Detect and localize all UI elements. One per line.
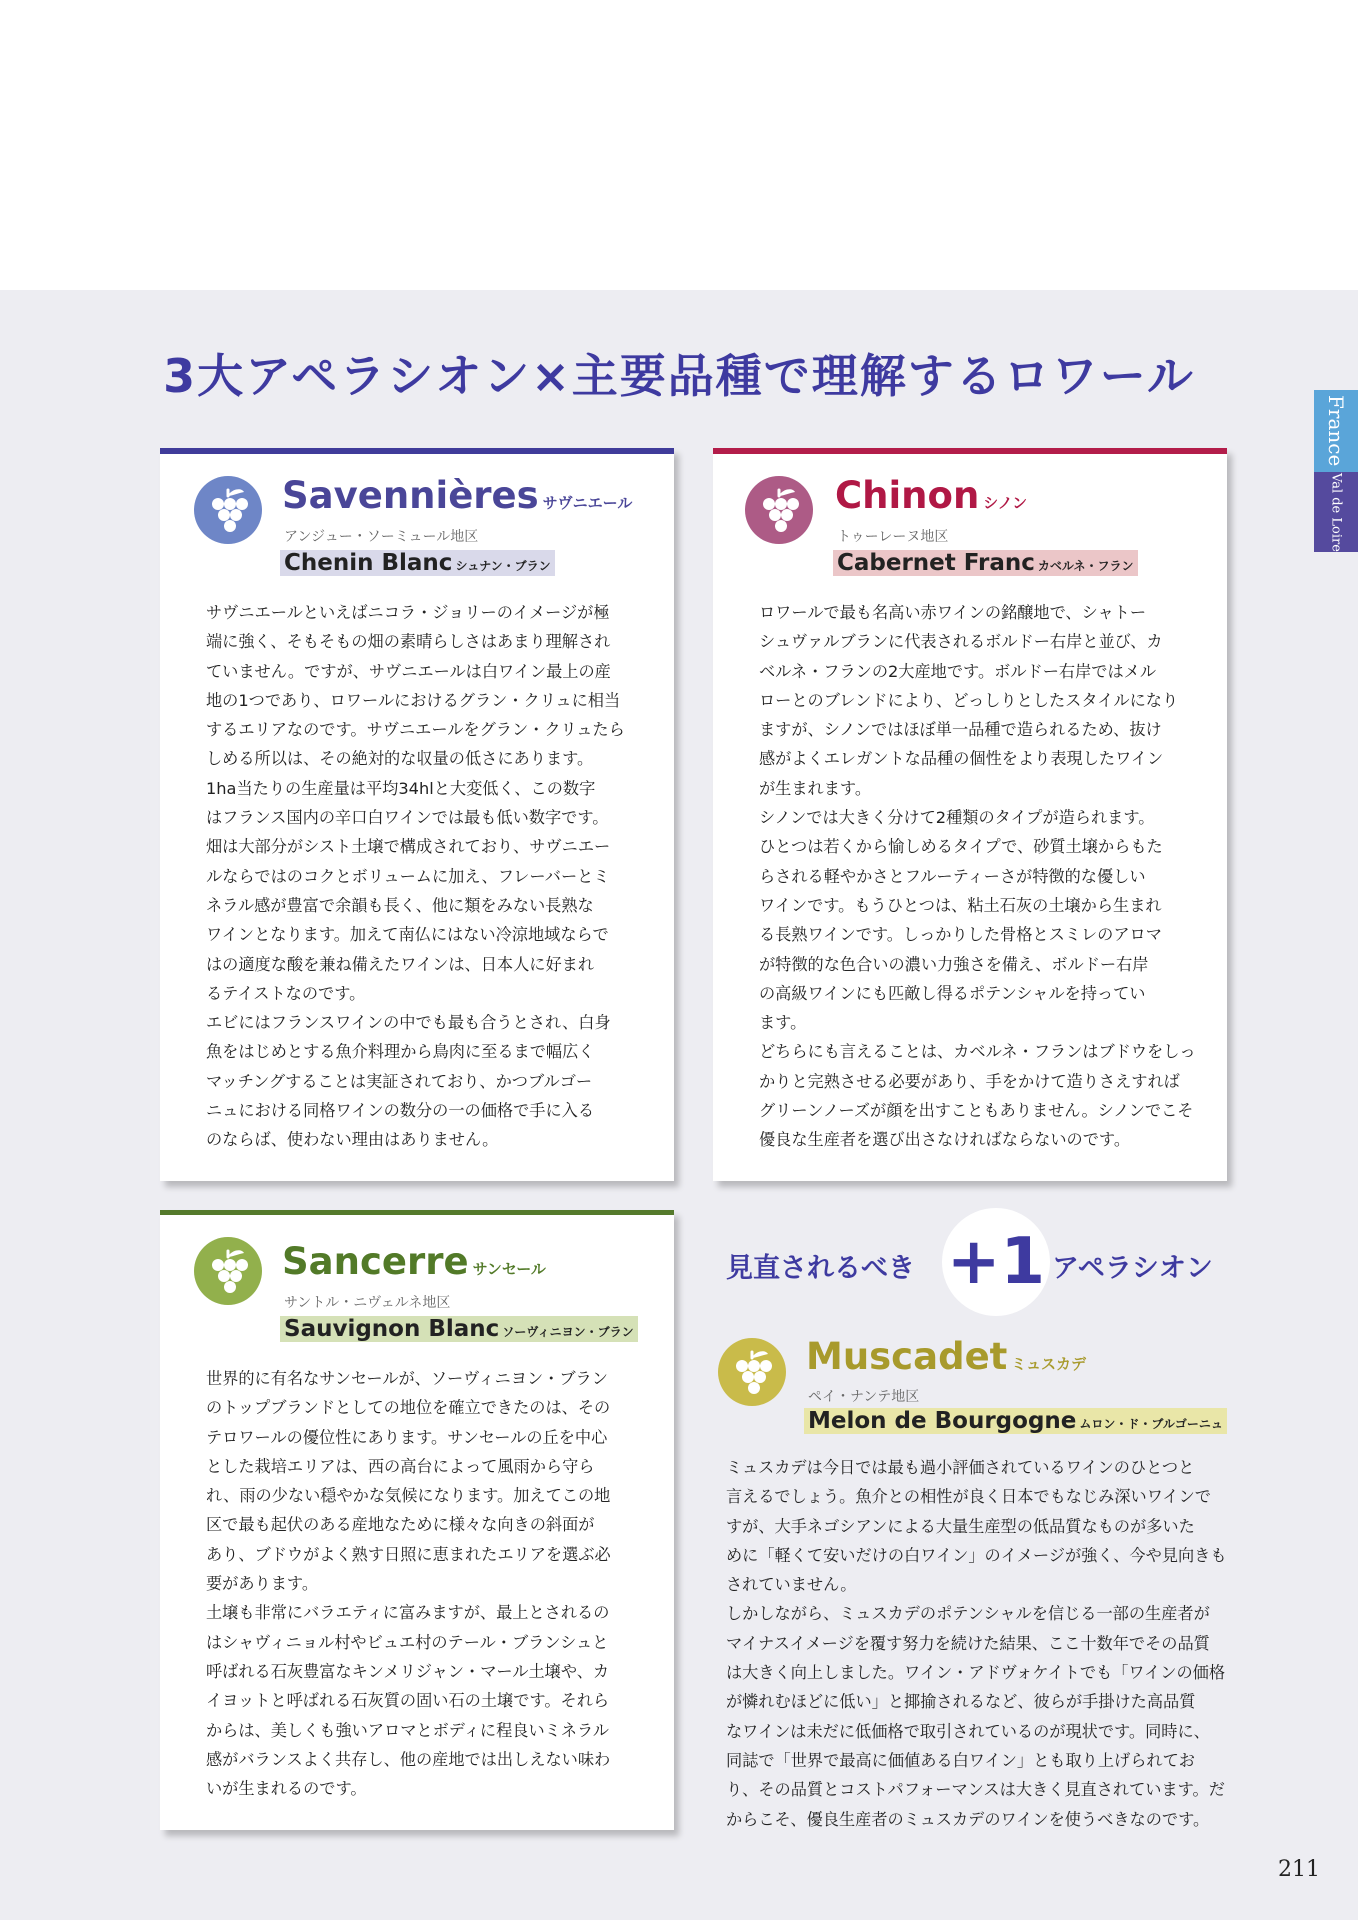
region-label: ペイ・ナンテ地区 — [808, 1389, 920, 1405]
paragraph: ロワールで最も名高い赤ワインの銘醸地で、シャトー シュヴァルブランに代表されるボルドー右岸と並び、カ ベルネ・フランの2大産地です。ボルドー右岸ではメル ローとのブレンドにより、どっしりとしたスタイルになり ますが、シノンではほぼ単一品種で造られるため、抜け 感がよくエレガントな品種の個性をより表現したワイン が生まれます。 — [759, 603, 1179, 798]
appellation-name: Sancerre サンセール — [282, 1240, 546, 1283]
paragraph: ミュスカデは今日では最も過小評価されているワインのひとつと 言えるでしょう。魚介との相性が良く日本でもなじみ深いワインで すが、大手ネゴシアンによる大量生産型の低品質なものが多いた めに「軽くて安いだけの白ワイン」のイメージが強く、今や見向きも されていません。 — [726, 1458, 1227, 1595]
paragraph: サヴニエールといえばニコラ・ジョリーのイメージが極 端に強く、そもそもの畑の素晴らしさはあまり理解され ていません。ですが、サヴニエールは白ワイン最上の産 地の1つであり、ロワールにおけるグラン・クリュに相当 するエリアなのです。サヴニエールをグラン・クリュたら しめる所以は、その絶対的な収量の低さにあります。 1ha当たりの生産量は平均34hlと大変低く、この数字 はフランス国内の辛口白ワインでは最も低い数字です。 畑は大部分がシスト土壌で構成されており、サヴニエー ルならではのコクとボリュームに加え、フレーバーとミ ネラル感が豊富で余韻も長く、他に類をみない長熟な ワインとなります。加えて南仏にはない冷涼地域ならで はの適度な酸を兼ね備えたワインは、日本人に好まれ るテイストなのです。 — [206, 603, 625, 1003]
side-tab — [1314, 390, 1358, 552]
grape-icon — [194, 1237, 262, 1305]
page-number: 211 — [1278, 1857, 1320, 1882]
grape-variety: Chenin Blanc シュナン・ブラン — [280, 550, 555, 576]
region-label: サントル・ニヴェルネ地区 — [284, 1295, 451, 1311]
body-text — [206, 1364, 646, 1803]
body-text — [206, 598, 646, 1155]
paragraph: しかしながら、ミュスカデのポテンシャルを信じる一部の生産者が マイナスイメージを覆す努力を続けた結果、ここ十数年でその品質 は大きく向上しました。ワイン・アドヴォケイトでも「ワインの価格 が憐れむほどに低い」と揶揄されるなど、彼らが手掛けた高品質 なワインは未だに低価格で取引されているのが現状です。同時に、 同誌で「世界で最高に価値ある白ワイン」とも取り上げられてお り、その品質とコストパフォーマンスは大きく見直されています。だ からこそ、優良生産者のミュスカデのワインを使うべきなのです。 — [726, 1604, 1226, 1829]
chinon-card — [713, 448, 1227, 1181]
region-label: トゥーレーヌ地区 — [837, 529, 949, 545]
grape-variety: Melon de Bourgogne ムロン・ド・ブルゴーニュ — [804, 1408, 1227, 1434]
page-title: 3大アペラシオン×主要品種で理解するロワール — [163, 349, 1195, 403]
plus-one-heading — [722, 1208, 1232, 1318]
side-tab-country: France — [1314, 390, 1358, 472]
savennieres-card — [160, 448, 674, 1181]
grape-variety: Cabernet Franc カベルネ・フラン — [833, 550, 1138, 576]
appellation-name: Chinon シノン — [835, 474, 1028, 517]
body-text — [726, 1453, 1246, 1834]
paragraph: エビにはフランスワインの中でも最も合うとされ、白身 魚をはじめとする魚介料理から鳥肉に至るまで幅広く マッチングすることは実証されており、かつブルゴー ニュにおける同格ワインの数分の一の価格で手に入る のならば、使わない理由はありません。 — [206, 1013, 611, 1150]
sancerre-card — [160, 1210, 674, 1830]
paragraph: 世界的に有名なサンセールが、ソーヴィニヨン・ブラン のトップブランドとしての地位を確立できたのは、その テロワールの優位性にあります。サンセールの丘を中心 とした栽培エリアは、西の高台によって風雨から守ら れ、雨の少ない穏やかな気候になります。加えてこの地 区で最も起伏のある産地なために様々な向きの斜面が あり、ブドウがよく熟す日照に恵まれたエリアを選ぶ必 要があります。 — [206, 1369, 611, 1594]
grape-icon — [194, 476, 262, 544]
grape-variety: Sauvignon Blanc ソーヴィニヨン・ブラン — [280, 1316, 638, 1342]
region-label: アンジュー・ソーミュール地区 — [284, 529, 479, 545]
body-text — [759, 598, 1199, 1155]
grape-icon — [745, 476, 813, 544]
plus-one-right-text: アペラシオン — [1052, 1253, 1213, 1284]
grape-icon — [718, 1338, 786, 1406]
appellation-name: Savennières サヴニエール — [282, 474, 633, 517]
paragraph: シノンでは大きく分けて2種類のタイプが造られます。 ひとつは若くから愉しめるタイプで、砂質土壌からもた らされる軽やかさとフルーティーさが特徴的な優しい ワインです。もうひとつは、粘土石灰の土壌から生まれ る長熟ワインです。しっかりした骨格とスミレのアロマ が特徴的な色合いの濃い力強さを備え、ボルドー右岸 の高級ワインにも匹敵し得るポテンシャルを持ってい ます。 — [759, 808, 1163, 1033]
paragraph: どちらにも言えることは、カベルネ・フランはブドウをしっ かりと完熟させる必要があり、手をかけて造りさえすれば グリーンノーズが顔を出すこともありません。シノンでこそ 優良な生産者を選び出さなければならないのです。 — [759, 1042, 1196, 1150]
plus-one-badge: +1 — [942, 1208, 1050, 1316]
side-tab-region: Val de Loire — [1314, 472, 1358, 552]
paragraph: 土壌も非常にバラエティに富みますが、最上とされるの はシャヴィニョル村やビュエ村のテール・ブランシュと 呼ばれる石灰豊富なキンメリジャン・マール土壌や、カ イヨットと呼ばれる石灰質の固い石の土壌です。それら からは、美しくも強いアロマとボディに程良いミネラル 感がバランスよく共存し、他の産地では出しえない味わ いが生まれるのです。 — [206, 1603, 611, 1799]
plus-one-left-text: 見直されるべき — [726, 1253, 915, 1284]
appellation-name: Muscadet ミュスカデ — [806, 1335, 1087, 1378]
